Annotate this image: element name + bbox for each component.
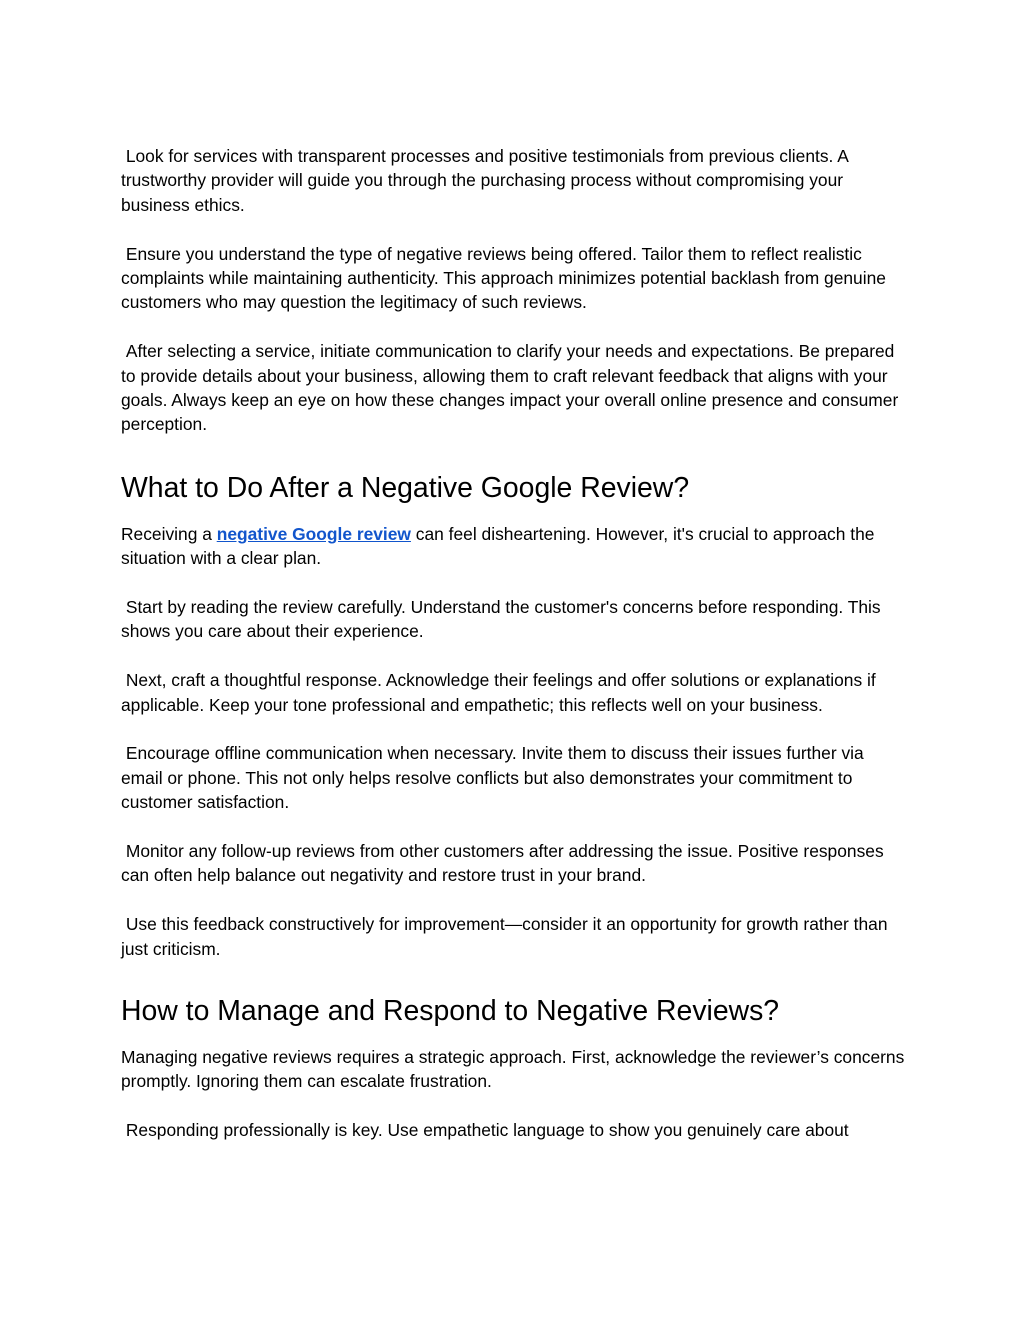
intro-paragraph-3: After selecting a service, initiate communication to clarify your needs and expectations. Be prepared to provide details about your business, allowing them to craft relevant feedback that aligns with your goals. Always keep an eye on how these changes impact your overall online presence and consumer perception.	[121, 341, 904, 435]
section1-paragraph-5: Use this feedback constructively for improvement—consider it an opportunity for growth rather than just criticism.	[121, 914, 893, 959]
lead-text-after: can feel disheartening. However, it's crucial to approach the situation with a clear plan.	[121, 523, 880, 569]
intro-paragraph-1: Look for services with transparent processes and positive testimonials from previous clients. A trustworthy provider will guide you through the purchasing process without compromising your business ethics.	[121, 146, 853, 215]
section1-lead-paragraph	[121, 522, 907, 571]
negative-google-review-link[interactable]: negative Google review	[216, 523, 411, 544]
section2-paragraph-1: Managing negative reviews requires a strategic approach. First, acknowledge the reviewer’s concerns promptly. Ignoring them can escalate frustration.	[121, 1047, 910, 1092]
section1-paragraph-4: Monitor any follow-up reviews from other customers after addressing the issue. Positive responses can often help balance out negativity and restore trust in your brand.	[121, 841, 889, 886]
section-heading-after-negative-review: What to Do After a Negative Google Review?	[121, 471, 690, 504]
document-page	[121, 144, 910, 1143]
section1-paragraph-3: Encourage offline communication when necessary. Invite them to discuss their issues further via email or phone. This not only helps resolve conflicts but also demonstrates your commitment to customer satisfaction.	[121, 743, 869, 813]
section1-paragraph-1: Start by reading the review carefully. Understand the customer's concerns before responding. This shows you care about their experience.	[121, 597, 886, 642]
lead-text-before: Receiving a	[121, 523, 217, 544]
section2-paragraph-2: Responding professionally is key. Use empathetic language to show you genuinely care about	[121, 1120, 849, 1141]
section1-paragraph-2: Next, craft a thoughtful response. Acknowledge their feelings and offer solutions or explanations if applicable. Keep your tone professional and empathetic; this reflects well on your business.	[121, 670, 881, 715]
intro-paragraph-2: Ensure you understand the type of negative reviews being offered. Tailor them to reflect realistic complaints while maintaining authenticity. This approach minimizes potential backlash from genuine customers who may question the legitimacy of such reviews.	[121, 243, 891, 313]
section-heading-manage-respond: How to Manage and Respond to Negative Reviews?	[121, 995, 780, 1028]
